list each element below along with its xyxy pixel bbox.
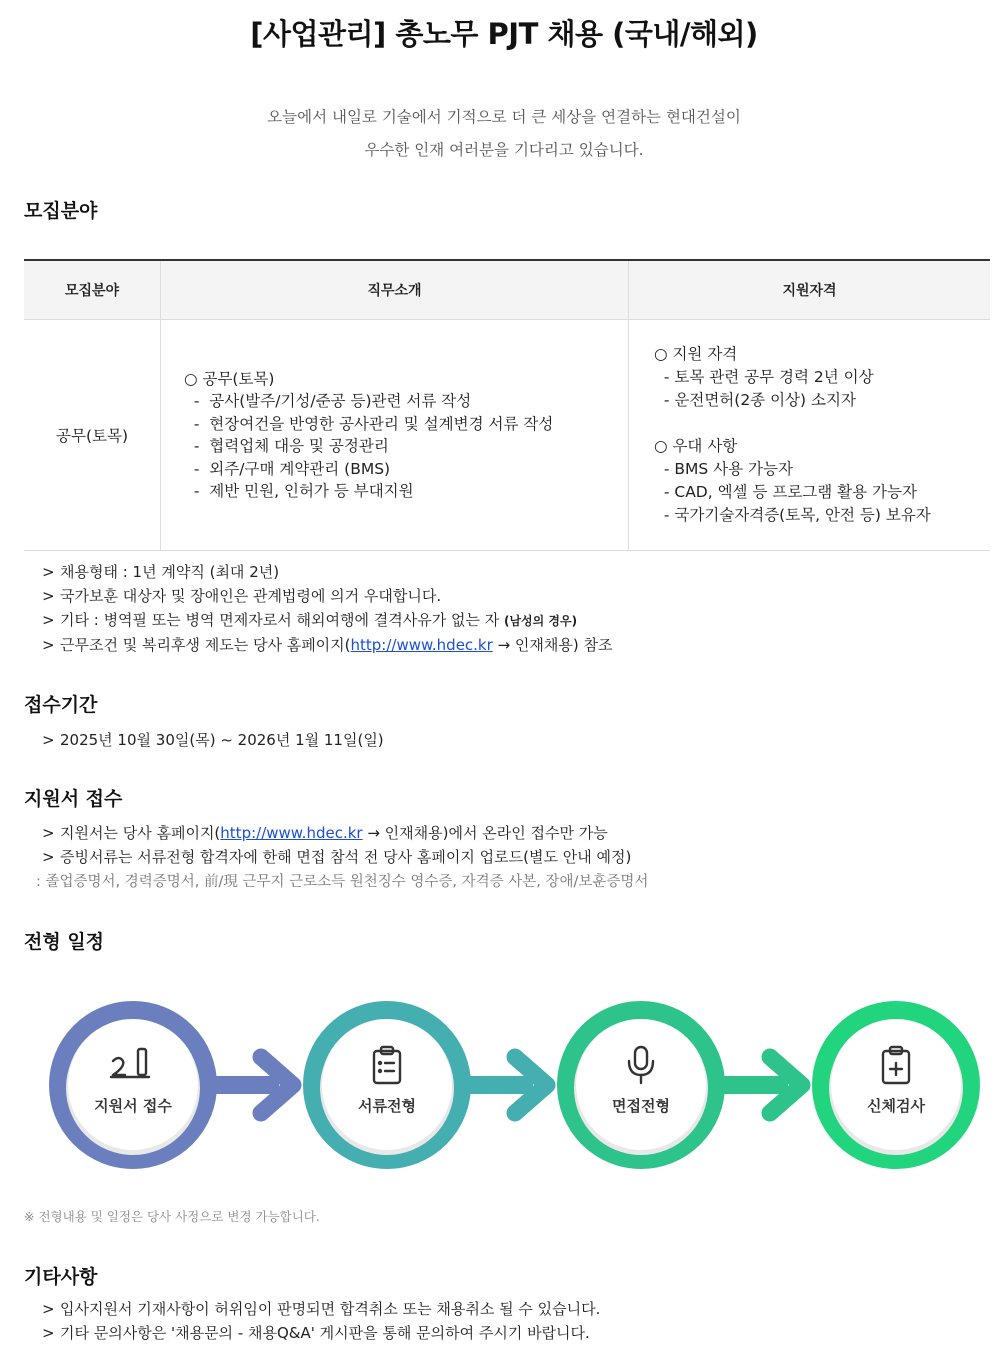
bullet: >: [42, 1324, 55, 1342]
cell-line: - 국가기술자격증(토목, 안전 등) 보유자: [654, 506, 931, 524]
cell-line: ○ 지원 자격: [654, 345, 738, 363]
list-item: [42, 821, 631, 845]
cell-line: - CAD, 엑셀 등 프로그램 활용 가능자: [654, 483, 917, 501]
step-label: 신체검사: [867, 1097, 925, 1115]
bullet: >: [42, 611, 55, 629]
list-item-text: 지원서는 당사 홈페이지(: [60, 824, 221, 842]
section-title-schedule: 전형 일정: [24, 931, 105, 953]
cell-line: - BMS 사용 가능자: [654, 460, 793, 478]
process-step: [58, 1010, 293, 1160]
section-title-field: 모집분야: [24, 200, 98, 222]
cell-line: - 외주/구매 계약관리 (BMS): [184, 459, 391, 478]
list-item-text: 근무조건 및 복리후생 제도는 당사 홈페이지(: [60, 636, 351, 654]
apply-list: [42, 821, 631, 869]
cell-line: - 공사(발주/기성/준공 등)관련 서류 작성: [184, 392, 472, 410]
list-item-text: 채용형태 : 1년 계약직 (최대 2년): [60, 563, 280, 581]
step-circle: [576, 1020, 706, 1150]
step-label: 서류전형: [358, 1097, 416, 1115]
cell-line: [654, 412, 989, 435]
qualification-cell: [629, 320, 991, 551]
step-label: 면접전형: [612, 1097, 670, 1115]
list-item: [42, 845, 631, 869]
list-item-note: (남성의 경우): [503, 614, 578, 628]
section-title-apply: 지원서 접수: [24, 788, 123, 810]
field-cell: 공무(토목): [24, 320, 161, 551]
list-item-text: → 인재채용) 참조: [492, 636, 613, 654]
required-documents: : 졸업증명서, 경력증명서, 前/現 근무지 근로소득 원천징수 영수증, 자격증 사본, 장애/보훈증명서: [36, 874, 649, 890]
period-list: [42, 728, 384, 752]
homepage-link[interactable]: http://www.hdec.kr: [350, 636, 493, 654]
cell-line: - 운전면허(2종 이상) 소지자: [654, 391, 856, 409]
bullet: >: [42, 587, 55, 605]
cell-line: ○ 우대 사항: [654, 437, 738, 455]
bullet: >: [42, 731, 55, 749]
process-step: [566, 1010, 802, 1160]
table-header-row: [24, 260, 990, 320]
intro-line: 오늘에서 내일로 기술에서 기적으로 더 큰 세상을 연결하는 현대건설이: [267, 108, 741, 126]
list-item: [42, 608, 612, 633]
bullet: >: [42, 563, 55, 581]
list-item-text: 입사지원서 기재사항이 허위임이 판명되면 합격취소 또는 채용취소 될 수 있습니다.: [60, 1300, 601, 1318]
bullet: >: [42, 848, 55, 866]
list-item: [42, 633, 612, 657]
schedule-note: ※ 전형내용 및 일정은 당사 사정으로 변경 가능합니다.: [24, 1209, 320, 1224]
period-text: 2025년 10월 30일(목) ~ 2026년 1월 11일(일): [60, 731, 384, 749]
page-title: [사업관리] 총노무 PJT 채용 (국내/해외): [250, 17, 758, 51]
table-header: 모집분야: [24, 260, 161, 320]
duty-cell: [161, 320, 629, 551]
cell-line: - 협력업체 대응 및 공정관리: [184, 437, 389, 455]
arrow-right-icon: [213, 1057, 293, 1113]
intro-text: [0, 101, 1008, 167]
list-item: [42, 584, 612, 608]
process-diagram: [0, 985, 1008, 1185]
list-item: [42, 1321, 600, 1345]
step-circle: [831, 1020, 961, 1150]
arrow-right-icon: [721, 1057, 802, 1113]
cell-line: - 토목 관련 공무 경력 2년 이상: [654, 368, 874, 386]
notes-list: [42, 560, 612, 657]
list-item-text: 증빙서류는 서류전형 합격자에 한해 면접 참석 전 당사 홈페이지 업로드(별도 안내 예정): [60, 848, 632, 866]
cell-line: ○ 공무(토목): [184, 369, 275, 388]
etc-list: [42, 1297, 600, 1345]
list-item: [42, 560, 612, 584]
qualification-lines: [630, 343, 989, 527]
process-step: [312, 1010, 547, 1160]
list-item-text: 기타 : 병역필 또는 병역 면제자로서 해외여행에 결격사유가 없는 자: [60, 611, 504, 629]
list-item-text: 기타 문의사항은 '채용문의 - 채용Q&A' 게시판을 통해 문의하여 주시기 바랍니다.: [60, 1324, 590, 1342]
section-title-etc: 기타사항: [24, 1266, 98, 1288]
step-label: 지원서 접수: [94, 1097, 172, 1115]
step-circle: [68, 1020, 198, 1150]
process-step: [821, 1010, 971, 1160]
list-item: [42, 1297, 600, 1321]
bullet: >: [42, 1300, 55, 1318]
list-item: [42, 728, 384, 752]
intro-line: 우수한 인재 여러분을 기다리고 있습니다.: [364, 141, 644, 159]
list-item-text: → 인재채용)에서 온라인 접수만 가능: [362, 824, 608, 842]
list-item-text: 국가보훈 대상자 및 장애인은 관계법령에 의거 우대합니다.: [60, 587, 442, 605]
duty-lines: [162, 368, 627, 503]
section-title-period: 접수기간: [24, 694, 98, 716]
bullet: >: [42, 636, 55, 654]
homepage-link[interactable]: http://www.hdec.kr: [220, 824, 363, 842]
table-header: 직무소개: [161, 260, 629, 320]
table-header: 지원자격: [629, 260, 991, 320]
bullet: >: [42, 824, 55, 842]
table-row: [24, 320, 990, 551]
step-circle: [322, 1020, 452, 1150]
cell-line: - 제반 민원, 인허가 등 부대지원: [184, 482, 414, 500]
cell-line: - 현장여건을 반영한 공사관리 및 설계변경 서류 작성: [184, 414, 554, 433]
job-table: [24, 259, 990, 551]
arrow-right-icon: [467, 1057, 547, 1113]
